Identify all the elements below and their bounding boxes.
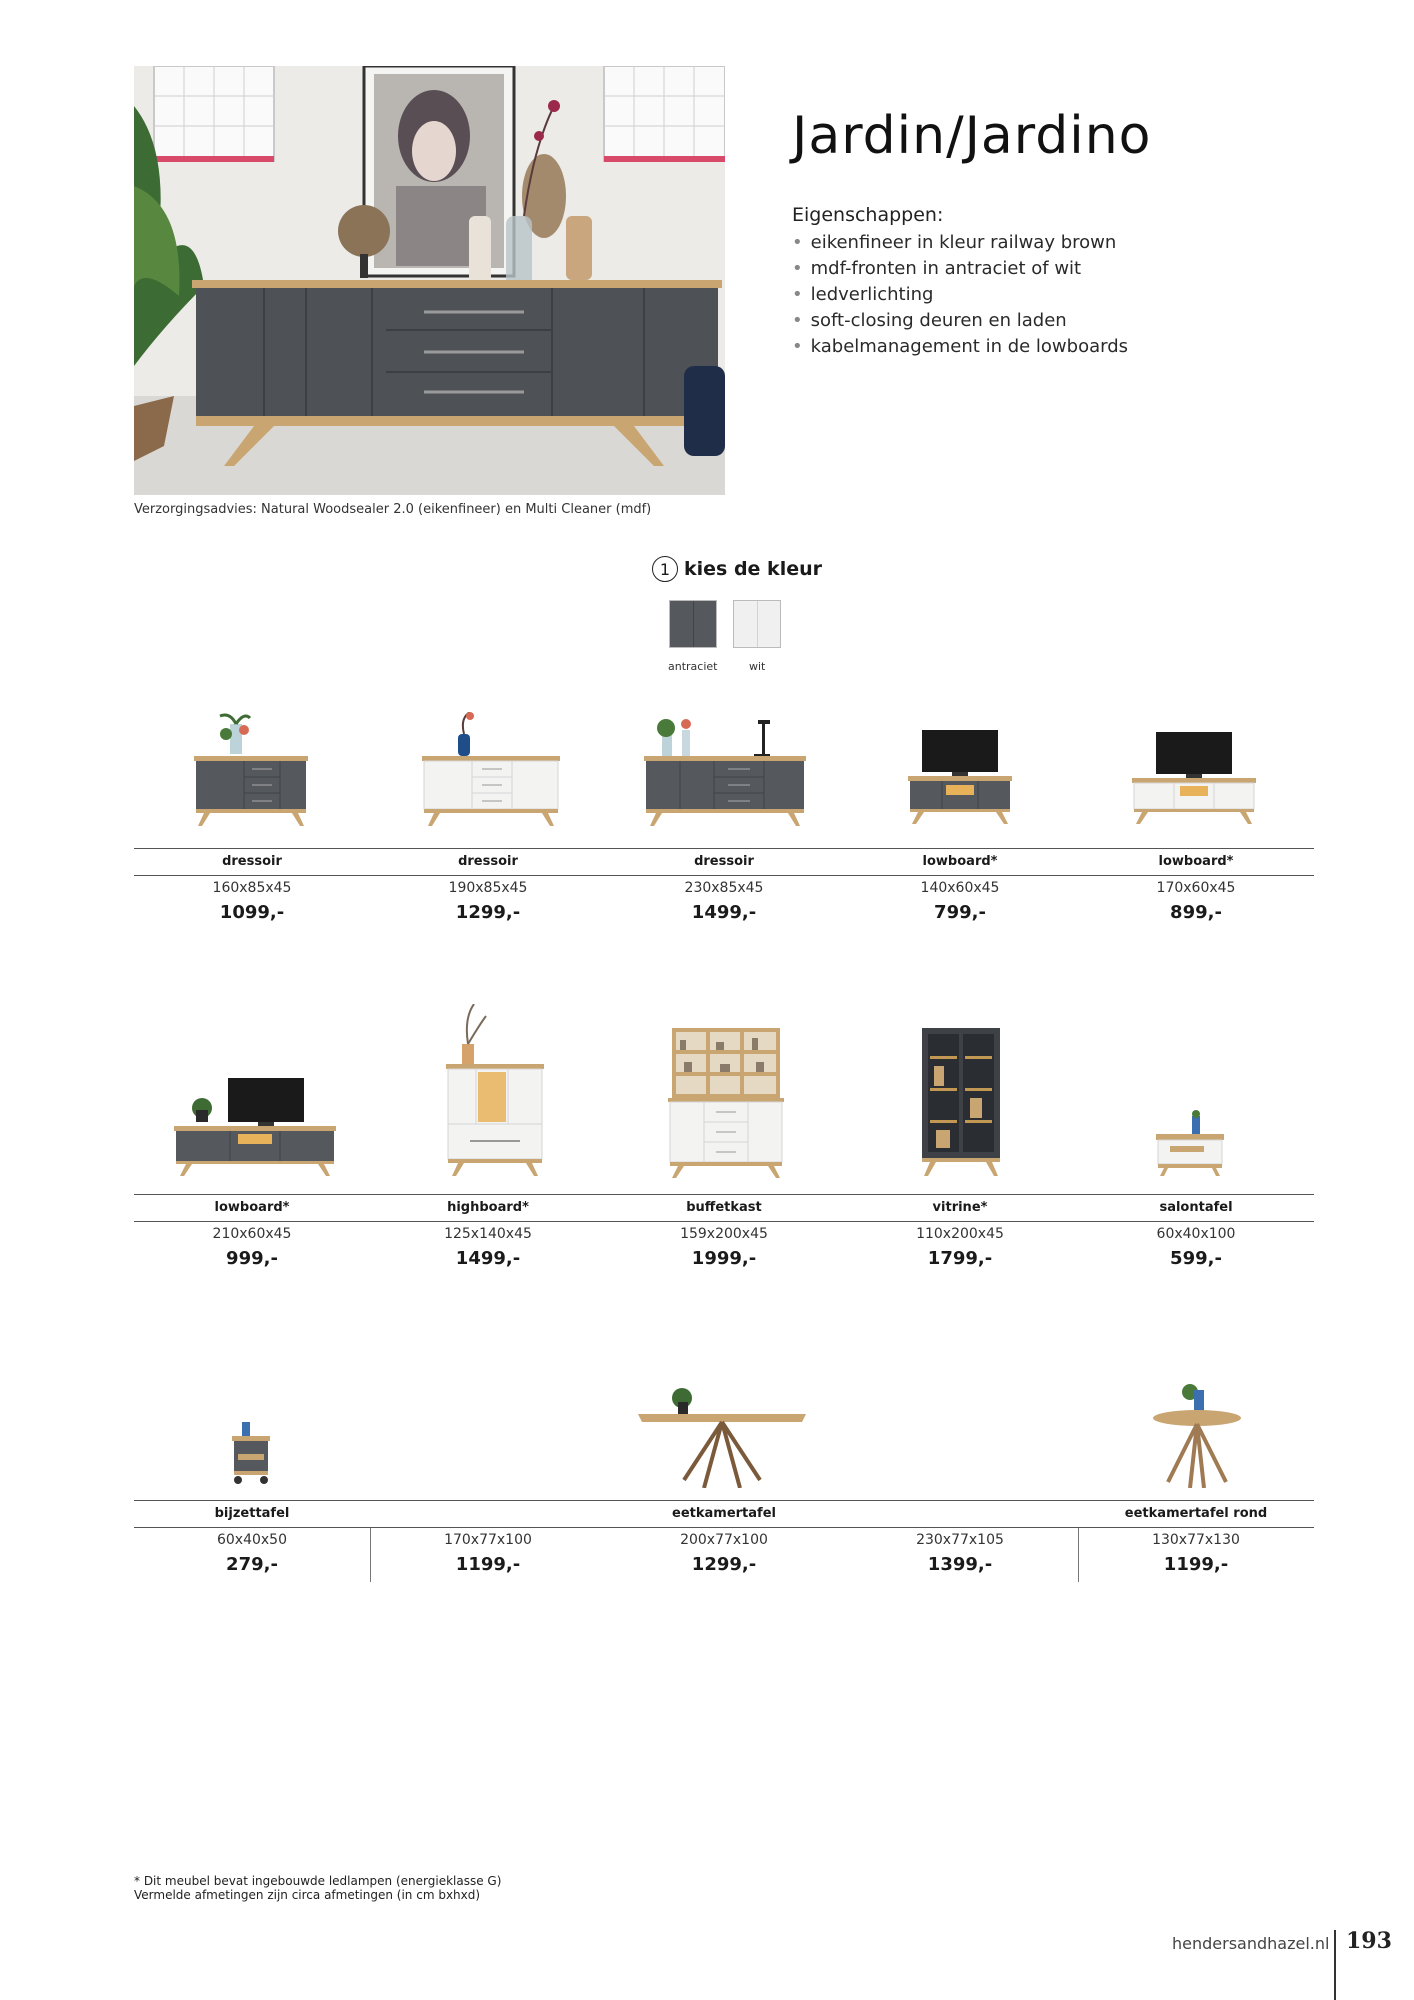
tv-lowboard-anthracite-wide-icon	[170, 1074, 340, 1178]
product-cell	[1078, 1506, 1314, 1521]
product-name: buffetkast	[686, 1200, 762, 1215]
page-number-divider	[1334, 1930, 1336, 2000]
properties-list	[792, 230, 1128, 360]
product-info	[370, 880, 606, 923]
product-name: salontafel	[1159, 1200, 1233, 1215]
product-name: dressoir	[458, 854, 518, 869]
footnotes	[134, 1874, 501, 1902]
tv-lowboard-white-icon	[1126, 728, 1262, 828]
hero-photo	[134, 66, 725, 495]
product-price: 279,-	[226, 1554, 278, 1575]
page-title: Jardin/Jardino	[792, 106, 1152, 166]
care-caption: Verzorgingsadvies: Natural Woodsealer 2.0 (eikenfineer) en Multi Cleaner (mdf)	[134, 502, 652, 517]
row-divider	[134, 848, 1314, 849]
property-item: • soft-closing deuren en laden	[792, 308, 1128, 334]
product-name: dressoir	[222, 854, 282, 869]
product-cell	[1078, 854, 1314, 869]
product-dimensions: 60x40x50	[216, 1532, 287, 1548]
product-dimensions: 110x200x45	[916, 1226, 1004, 1242]
product-cell	[370, 1200, 606, 1215]
product-cell	[842, 1200, 1078, 1215]
property-item: • mdf-fronten in antraciet of wit	[792, 256, 1128, 282]
product-price: 1499,-	[455, 1248, 521, 1269]
dining-table-icon	[634, 1384, 810, 1488]
property-item: • kabelmanagement in de lowboards	[792, 334, 1128, 360]
product-dimensions: 230x77x105	[916, 1532, 1004, 1548]
highboard-white-icon	[440, 1004, 550, 1180]
row-divider	[134, 1221, 1314, 1222]
product-info	[370, 1226, 606, 1269]
step-number-badge: 1	[652, 556, 678, 582]
product-cell	[606, 1506, 842, 1521]
property-item: • eikenfineer in kleur railway brown	[792, 230, 1128, 256]
row-divider	[134, 1527, 1314, 1528]
product-name: bijzettafel	[214, 1506, 290, 1521]
product-dimensions: 159x200x45	[680, 1226, 768, 1242]
product-price: 1499,-	[691, 902, 757, 923]
product-info	[842, 1532, 1078, 1575]
product-price: 799,-	[934, 902, 986, 923]
product-price: 1799,-	[927, 1248, 993, 1269]
product-info	[606, 880, 842, 923]
product-cell	[1078, 1200, 1314, 1215]
product-dimensions: 125x140x45	[444, 1226, 532, 1242]
product-info	[842, 880, 1078, 923]
page-number: 193	[1346, 1928, 1392, 1954]
product-dimensions: 230x85x45	[684, 880, 764, 896]
footnote-led: * Dit meubel bevat ingebouwde ledlampen (energieklasse G)	[134, 1874, 502, 1888]
product-dimensions: 170x77x100	[444, 1532, 532, 1548]
product-name: vitrine*	[932, 1200, 988, 1215]
product-price: 1399,-	[927, 1554, 993, 1575]
product-name: dressoir	[694, 854, 754, 869]
product-info	[134, 880, 370, 923]
product-price: 1099,-	[219, 902, 285, 923]
display-cabinet-anthracite-icon	[916, 1026, 1006, 1180]
product-name: lowboard*	[922, 854, 998, 869]
sideboard-anthracite-icon	[180, 712, 330, 830]
product-dimensions: 160x85x45	[212, 880, 292, 896]
product-name: lowboard*	[1158, 854, 1234, 869]
product-info	[606, 1532, 842, 1575]
product-name: lowboard*	[214, 1200, 290, 1215]
product-cell	[134, 1506, 370, 1521]
side-table-icon	[226, 1420, 276, 1486]
product-info	[370, 1532, 606, 1575]
color-label-wit: wit	[749, 660, 766, 673]
product-price: 1299,-	[455, 902, 521, 923]
product-cell	[606, 1200, 842, 1215]
product-info	[134, 1226, 370, 1269]
product-info	[1078, 880, 1314, 923]
sideboard-white-icon	[416, 712, 566, 830]
product-cell	[606, 854, 842, 869]
product-cell	[134, 854, 370, 869]
product-name: eetkamertafel rond	[1124, 1506, 1268, 1521]
color-swatch-wit[interactable]	[733, 600, 781, 648]
product-cell	[370, 854, 606, 869]
round-dining-table-icon	[1150, 1382, 1244, 1488]
sideboard-anthracite-wide-icon	[640, 712, 810, 830]
product-info	[842, 1226, 1078, 1269]
row-divider	[134, 875, 1314, 876]
product-dimensions: 130x77x130	[1152, 1532, 1240, 1548]
footnote-dimensions: Vermelde afmetingen zijn circa afmetingen (in cm bxhxd)	[134, 1888, 481, 1902]
product-price: 599,-	[1170, 1248, 1222, 1269]
tv-lowboard-anthracite-icon	[900, 728, 1020, 828]
product-price: 1199,-	[1163, 1554, 1229, 1575]
website-link[interactable]: hendersandhazel.nl	[1172, 1934, 1330, 1953]
product-dimensions: 170x60x45	[1156, 880, 1236, 896]
buffet-cabinet-white-icon	[664, 1026, 788, 1180]
product-name: eetkamertafel	[672, 1506, 776, 1521]
product-dimensions: 140x60x45	[920, 880, 1000, 896]
product-info	[1078, 1226, 1314, 1269]
properties-heading: Eigenschappen:	[792, 204, 944, 226]
color-swatch-antraciet[interactable]	[669, 600, 717, 648]
product-dimensions: 200x77x100	[680, 1532, 768, 1548]
product-price: 1199,-	[455, 1554, 521, 1575]
product-price: 1999,-	[691, 1248, 757, 1269]
product-info	[134, 1532, 370, 1575]
coffee-table-icon	[1150, 1110, 1230, 1180]
product-price: 899,-	[1170, 902, 1222, 923]
product-info	[1078, 1532, 1314, 1575]
product-price: 1299,-	[691, 1554, 757, 1575]
row-divider	[134, 1500, 1314, 1501]
color-label-antraciet: antraciet	[668, 660, 718, 673]
row-divider	[134, 1194, 1314, 1195]
sideboard-room-photo	[134, 66, 725, 495]
product-name: highboard*	[447, 1200, 529, 1215]
color-step-heading	[652, 556, 822, 582]
product-cell	[134, 1200, 370, 1215]
product-dimensions: 60x40x100	[1156, 1226, 1236, 1242]
property-item: • ledverlichting	[792, 282, 1128, 308]
product-dimensions: 190x85x45	[448, 880, 528, 896]
product-price: 999,-	[226, 1248, 278, 1269]
product-dimensions: 210x60x45	[212, 1226, 292, 1242]
product-info	[606, 1226, 842, 1269]
step-label: kies de kleur	[684, 558, 822, 580]
product-cell	[842, 854, 1078, 869]
